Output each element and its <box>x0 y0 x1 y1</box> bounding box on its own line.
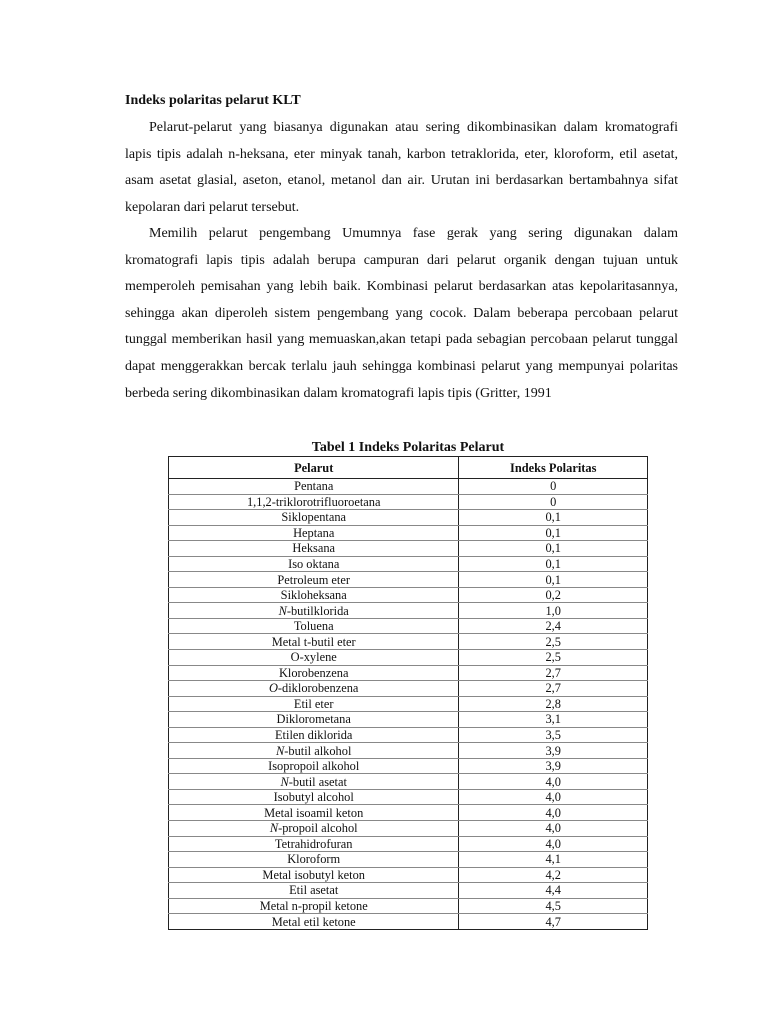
polarity-value-cell: 4,0 <box>459 789 648 805</box>
polarity-value-cell: 4,0 <box>459 805 648 821</box>
table-row <box>169 556 648 572</box>
polarity-value-cell: 2,7 <box>459 681 648 697</box>
solvent-name: -butil alkohol <box>284 743 352 758</box>
solvent-name: Etil eter <box>293 696 334 711</box>
polarity-value-cell: 0,1 <box>459 525 648 541</box>
solvent-cell <box>169 712 459 728</box>
solvent-name: Klorobenzena <box>278 665 349 680</box>
table-row <box>169 603 648 619</box>
solvent-cell <box>169 650 459 666</box>
solvent-name: -diklorobenzena <box>277 681 359 696</box>
polarity-value-cell: 2,7 <box>459 665 648 681</box>
solvent-cell <box>169 541 459 557</box>
table-row <box>169 510 648 526</box>
solvent-cell <box>169 525 459 541</box>
solvent-name: Toluena <box>293 619 334 634</box>
solvent-name: Etilen diklorida <box>274 728 353 743</box>
solvent-cell <box>169 681 459 697</box>
solvent-cell <box>169 883 459 899</box>
solvent-name: Kloroform <box>287 852 341 867</box>
polarity-value-cell: 0 <box>459 494 648 510</box>
solvent-name: Etil asetat <box>289 883 339 898</box>
solvent-cell <box>169 618 459 634</box>
solvent-name: O-xylene <box>290 650 337 665</box>
polarity-value-cell: 1,0 <box>459 603 648 619</box>
polarity-value-cell: 0,1 <box>459 510 648 526</box>
solvent-name: Isobutyl alcohol <box>273 790 354 805</box>
table-row <box>169 634 648 650</box>
table-row <box>169 494 648 510</box>
polarity-value-cell: 4,5 <box>459 898 648 914</box>
solvent-cell <box>169 665 459 681</box>
solvent-name: Metal t-butil eter <box>271 634 356 649</box>
solvent-prefix: N <box>278 603 287 618</box>
polarity-value-cell: 4,0 <box>459 836 648 852</box>
solvent-cell <box>169 479 459 495</box>
solvent-cell <box>169 696 459 712</box>
solvent-cell <box>169 852 459 868</box>
polarity-value-cell: 0,1 <box>459 541 648 557</box>
table-row <box>169 805 648 821</box>
solvent-prefix: N <box>269 821 279 836</box>
polarity-value-cell: 4,7 <box>459 914 648 930</box>
section-heading: Indeks polaritas pelarut KLT <box>125 93 301 108</box>
solvent-cell <box>169 603 459 619</box>
table-row <box>169 867 648 883</box>
solvent-name: Pentana <box>294 479 334 494</box>
polarity-index-table <box>168 456 648 930</box>
solvent-cell <box>169 494 459 510</box>
solvent-cell <box>169 572 459 588</box>
table-row <box>169 758 648 774</box>
solvent-name: Metal isoamil keton <box>264 805 364 820</box>
solvent-name: 1,1,2-triklorotrifluoroetana <box>246 494 381 509</box>
table-row <box>169 650 648 666</box>
table-row <box>169 696 648 712</box>
polarity-value-cell: 3,9 <box>459 743 648 759</box>
table-row <box>169 572 648 588</box>
solvent-name: Heptana <box>293 525 335 540</box>
solvent-prefix: N <box>276 743 285 758</box>
solvent-name: Metal etil ketone <box>271 914 356 929</box>
solvent-name: Isopropoil alkohol <box>268 759 360 774</box>
solvent-cell <box>169 805 459 821</box>
polarity-value-cell: 3,1 <box>459 712 648 728</box>
polarity-value-cell: 0,1 <box>459 556 648 572</box>
solvent-name: Metal isobutyl keton <box>262 867 365 882</box>
table-row <box>169 479 648 495</box>
table-header-row <box>169 457 648 479</box>
polarity-value-cell: 2,5 <box>459 650 648 666</box>
polarity-value-cell: 2,5 <box>459 634 648 650</box>
solvent-name: -butilklorida <box>286 603 349 618</box>
table-row <box>169 914 648 930</box>
solvent-name: Sikloheksana <box>280 588 347 603</box>
polarity-value-cell: 0,1 <box>459 572 648 588</box>
polarity-value-cell: 2,4 <box>459 618 648 634</box>
solvent-name: -butil asetat <box>288 774 347 789</box>
polarity-value-cell: 0,2 <box>459 587 648 603</box>
solvent-name: Siklopentana <box>281 510 347 525</box>
polarity-value-cell: 4,0 <box>459 821 648 837</box>
table-row <box>169 712 648 728</box>
solvent-cell <box>169 836 459 852</box>
solvent-cell <box>169 789 459 805</box>
paragraph-2: Memilih pelarut pengembang Umumnya fase gerak yang sering digunakan dalam kromatografi lapis tipis adalah berupa campuran dari pelarut organik dengan tujuan untuk memperoleh pemisahan yang lebih baik. Kombinasi pelarut berdasarkan atas kepolaritasannya, sehingga akan diperoleh sistem pengembang yang cocok. Dalam beberapa percobaan pelarut tunggal memberikan hasil yang memuaskan,akan tetapi pada sebagian percobaan pelarut tunggal dapat menggerakkan bercak terlalu jauh sehingga kombinasi pelarut yang mempunyai polaritas berbeda sering dikombinasikan dalam kromatografi lapis tipis (Gritter, 1991 <box>125 226 678 401</box>
polarity-value-cell: 4,0 <box>459 774 648 790</box>
table-row <box>169 898 648 914</box>
table-row <box>169 743 648 759</box>
solvent-cell <box>169 821 459 837</box>
polarity-value-cell: 3,9 <box>459 758 648 774</box>
table-row <box>169 836 648 852</box>
table-row <box>169 665 648 681</box>
table-row <box>169 525 648 541</box>
polarity-value-cell: 4,1 <box>459 852 648 868</box>
polarity-value-cell: 4,4 <box>459 883 648 899</box>
solvent-name: Petroleum eter <box>277 572 351 587</box>
polarity-value-cell: 3,5 <box>459 727 648 743</box>
solvent-cell <box>169 510 459 526</box>
polarity-value-cell: 2,8 <box>459 696 648 712</box>
solvent-cell <box>169 727 459 743</box>
solvent-name: Heksana <box>292 541 336 556</box>
solvent-cell <box>169 743 459 759</box>
header-polarity-index: Indeks Polaritas <box>459 457 648 479</box>
solvent-cell <box>169 867 459 883</box>
table-row <box>169 774 648 790</box>
table-row <box>169 852 648 868</box>
solvent-cell <box>169 758 459 774</box>
solvent-name: Metal n-propil ketone <box>259 899 368 914</box>
table-row <box>169 727 648 743</box>
table-row <box>169 587 648 603</box>
solvent-prefix: O <box>268 681 278 696</box>
solvent-cell <box>169 634 459 650</box>
solvent-cell <box>169 774 459 790</box>
solvent-cell <box>169 556 459 572</box>
table-title: Tabel 1 Indeks Polaritas Pelarut <box>311 440 505 455</box>
paragraph-1: Pelarut-pelarut yang biasanya digunakan atau sering dikombinasikan dalam kromatografi lapis tipis adalah n-heksana, eter minyak tanah, karbon tetraklorida, eter, kloroform, etil asetat, asam asetat glasial, aseton, etanol, metanol dan air. Urutan ini berdasarkan bertambahnya sifat kepolaran dari pelarut tersebut. <box>125 120 678 215</box>
solvent-name: Tetrahidrofuran <box>274 836 353 851</box>
solvent-name: -propoil alcohol <box>278 821 358 836</box>
solvent-name: Iso oktana <box>288 557 340 571</box>
table-row <box>169 681 648 697</box>
solvent-cell <box>169 898 459 914</box>
table-row <box>169 618 648 634</box>
polarity-value-cell: 4,2 <box>459 867 648 883</box>
solvent-cell <box>169 587 459 603</box>
solvent-cell <box>169 914 459 930</box>
table-row <box>169 541 648 557</box>
table-row <box>169 789 648 805</box>
header-solvent: Pelarut <box>169 457 459 479</box>
table-row <box>169 883 648 899</box>
solvent-name: Diklorometana <box>276 712 351 727</box>
solvent-prefix: N <box>280 774 289 789</box>
polarity-value-cell: 0 <box>459 479 648 495</box>
table-row <box>169 821 648 837</box>
